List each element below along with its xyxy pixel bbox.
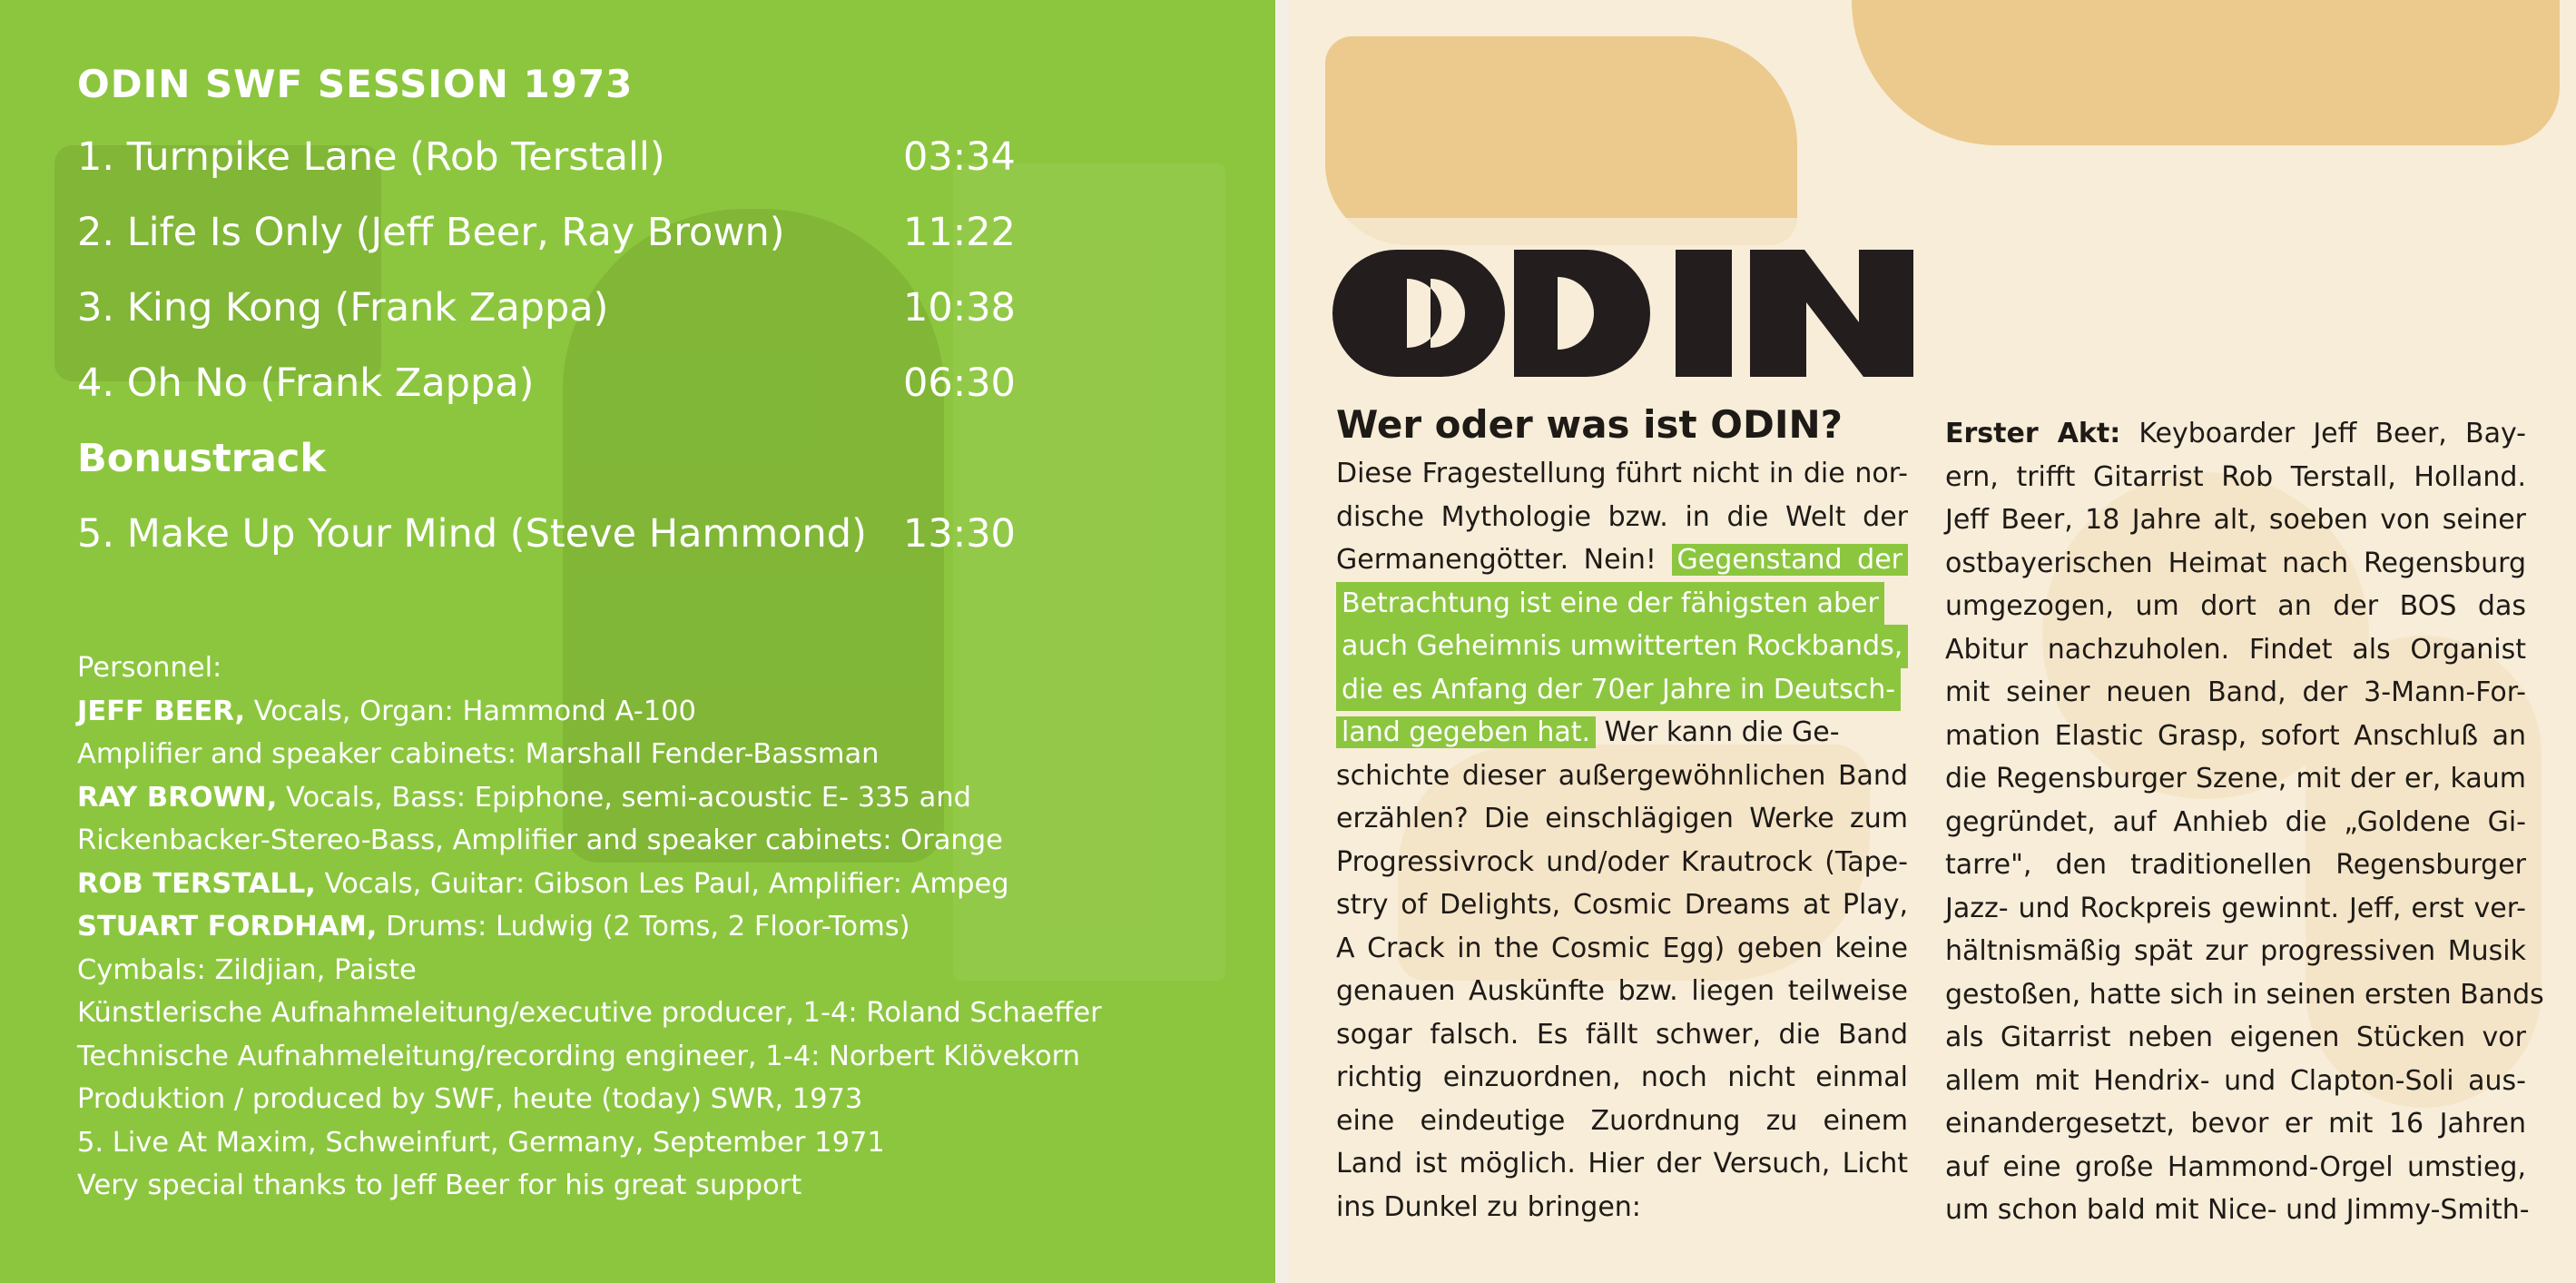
text-span: Germanengötter. Nein! (1336, 544, 1672, 576)
musician-role: Vocals, Guitar: Gibson Les Paul, Amplifier: Ampeg (315, 867, 1009, 900)
article-column-2 (1945, 412, 2544, 1232)
text-line: Jazz- und Rockpreis gewinnt. Jeff, erst ver- (1945, 892, 2526, 924)
highlighted-text: auch Geheimnis umwitterten Rockbands, (1336, 625, 1908, 668)
text-line: einandergesetzt, bevor er mit 16 Jahren (1945, 1108, 2526, 1140)
musician-role: Vocals, Organ: Hammond A-100 (245, 695, 696, 727)
text-line: ins Dunkel zu bringen: (1336, 1190, 1641, 1223)
text-line (1336, 668, 1908, 712)
text-line: schichte dieser außergewöhnlichen Band (1336, 759, 1908, 792)
album-title: ODIN SWF SESSION 1973 (77, 62, 634, 106)
track-4 (77, 360, 1016, 406)
track-title: 1. Turnpike Lane (Rob Terstall) (77, 134, 665, 180)
musician-name: ROB TERSTALL, (77, 867, 316, 900)
credit-line: 5. Live At Maxim, Schweinfurt, Germany, September 1971 (77, 1126, 885, 1159)
musician-role: Rickenbacker-Stereo-Bass, Amplifier and speaker cabinets: Orange (77, 824, 1003, 856)
text-line (1945, 412, 2526, 456)
musician-role: Vocals, Bass: Epiphone, semi-acoustic E- 335 and (277, 781, 972, 814)
track-title: 2. Life Is Only (Jeff Beer, Ray Brown) (77, 210, 785, 255)
highlighted-text: Gegenstand der (1672, 544, 1908, 576)
text-line: hältnismäßig spät zur progressiven Musik (1945, 935, 2526, 967)
background-pattern (1852, 0, 2560, 145)
personnel-line (77, 819, 1102, 863)
text-line: Progressivrock und/oder Krautrock (Tape- (1336, 845, 1908, 878)
personnel-line (77, 863, 1102, 906)
text-line: mit seiner neuen Band, der 3-Mann-For- (1945, 676, 2526, 708)
personnel-credits (77, 646, 1102, 1208)
act-label: Erster Akt: (1945, 418, 2121, 449)
text-line: tarre", den traditionellen Regensburger (1945, 849, 2526, 881)
page-gutter (1275, 0, 1289, 1283)
text-line: genauen Auskünfte bzw. liegen teilweise (1336, 975, 1908, 1007)
text-line: gegründet, auf Anhieb die „Goldene Gi- (1945, 805, 2526, 838)
musician-name: RAY BROWN, (77, 781, 278, 814)
personnel-line (77, 776, 1102, 820)
highlighted-text: land gegeben hat. (1336, 716, 1596, 748)
text-line (1336, 582, 1908, 626)
track-title: 4. Oh No (Frank Zappa) (77, 360, 535, 406)
personnel-line (77, 905, 1102, 949)
text-span: Wer kann die Ge- (1596, 716, 1840, 748)
musician-role: Drums: Ludwig (2 Toms, 2 Floor-Toms) (377, 911, 910, 943)
text-line: ostbayerischen Heimat nach Regensburg (1945, 547, 2526, 579)
credit-line: Very special thanks to Jeff Beer for his great support (77, 1170, 802, 1201)
text-line: Abitur nachzuholen. Findet als Organist (1945, 633, 2526, 666)
track-5 (77, 511, 1016, 557)
personnel-heading: Personnel: (77, 652, 222, 684)
text-line: die Regensburger Szene, mit der er, kaum (1945, 763, 2526, 794)
text-line: dische Mythologie bzw. in die Welt der (1336, 500, 1908, 533)
text-line: ern, trifft Gitarrist Rob Terstall, Holland. (1945, 460, 2526, 493)
credit-line: Technische Aufnahmeleitung/recording engineer, 1-4: Norbert Klövekorn (77, 1040, 1080, 1072)
track-time: 10:38 (903, 285, 1016, 331)
text-line: erzählen? Die einschlägigen Werke zum (1336, 803, 1908, 834)
musician-name: JEFF BEER, (77, 695, 246, 727)
text-line (1336, 538, 1908, 582)
text-line: Diese Fragestellung führt nicht in die nor- (1336, 458, 1908, 489)
text-line: auf eine große Hammond-Orgel umstieg, (1945, 1150, 2526, 1183)
text-line (1336, 625, 1908, 668)
track-title: 3. King Kong (Frank Zappa) (77, 285, 609, 331)
text-line: stry of Delights, Cosmic Dreams at Play, (1336, 889, 1908, 921)
text-line: allem mit Hendrix- und Clapton-Soli aus- (1945, 1064, 2526, 1097)
track-time: 03:34 (903, 134, 1016, 180)
track-time: 06:30 (903, 360, 1016, 406)
highlighted-text: die es Anfang der 70er Jahre in Deutsch- (1336, 668, 1901, 712)
text-line: umgezogen, um dort an der BOS das (1945, 590, 2526, 622)
text-line: Land ist möglich. Hier der Versuch, Licht (1336, 1148, 1908, 1179)
text-line: eine eindeutige Zuordnung zu einem (1336, 1104, 1908, 1137)
track-3 (77, 285, 1016, 331)
personnel-line (77, 690, 1102, 734)
highlighted-text: Betrachtung ist eine der fähigsten aber (1336, 582, 1884, 626)
personnel-line (77, 949, 1102, 992)
background-photo-shape (54, 145, 381, 381)
credit-line: Produktion / produced by SWF, heute (today) SWR, 1973 (77, 1083, 863, 1115)
text-line: sogar falsch. Es fällt schwer, die Band (1336, 1018, 1908, 1051)
track-time: 13:30 (903, 511, 1016, 557)
track-1 (77, 134, 1016, 180)
musician-name: STUART FORDHAM, (77, 911, 378, 943)
text-span: Keyboarder Jeff Beer, Bay- (2120, 418, 2527, 449)
odin-logo (1332, 250, 1913, 377)
text-line: mation Elastic Grasp, sofort Anschluß an (1945, 719, 2526, 752)
text-line: Jeff Beer, 18 Jahre alt, soeben von seiner (1945, 504, 2526, 536)
text-line: A Crack in the Cosmic Egg) geben keine (1336, 932, 1908, 964)
musician-role: Cymbals: Zildjian, Paiste (77, 953, 417, 986)
musician-role: Amplifier and speaker cabinets: Marshall Fender-Bassman (77, 738, 880, 770)
track-title: 5. Make Up Your Mind (Steve Hammond) (77, 511, 867, 557)
text-line: als Gitarrist neben eigenen Stücken vor (1945, 1021, 2526, 1053)
text-line: um schon bald mit Nice- und Jimmy-Smith- (1945, 1194, 2530, 1226)
background-pattern (1325, 36, 1797, 245)
credit-line: Künstlerische Aufnahmeleitung/executive producer, 1-4: Roland Schaeffer (77, 997, 1102, 1029)
text-line (1336, 711, 1908, 755)
track-2 (77, 210, 1016, 255)
article-column-1 (1336, 400, 1908, 1229)
text-line: gestoßen, hatte sich in seinen ersten Bands (1945, 978, 2544, 1011)
bonus-heading: Bonustrack (77, 436, 326, 481)
text-line: richtig einzuordnen, noch nicht einmal (1336, 1061, 1908, 1093)
article-heading: Wer oder was ist ODIN? (1336, 402, 1843, 447)
track-time: 11:22 (903, 210, 1016, 255)
personnel-line (77, 733, 1102, 776)
